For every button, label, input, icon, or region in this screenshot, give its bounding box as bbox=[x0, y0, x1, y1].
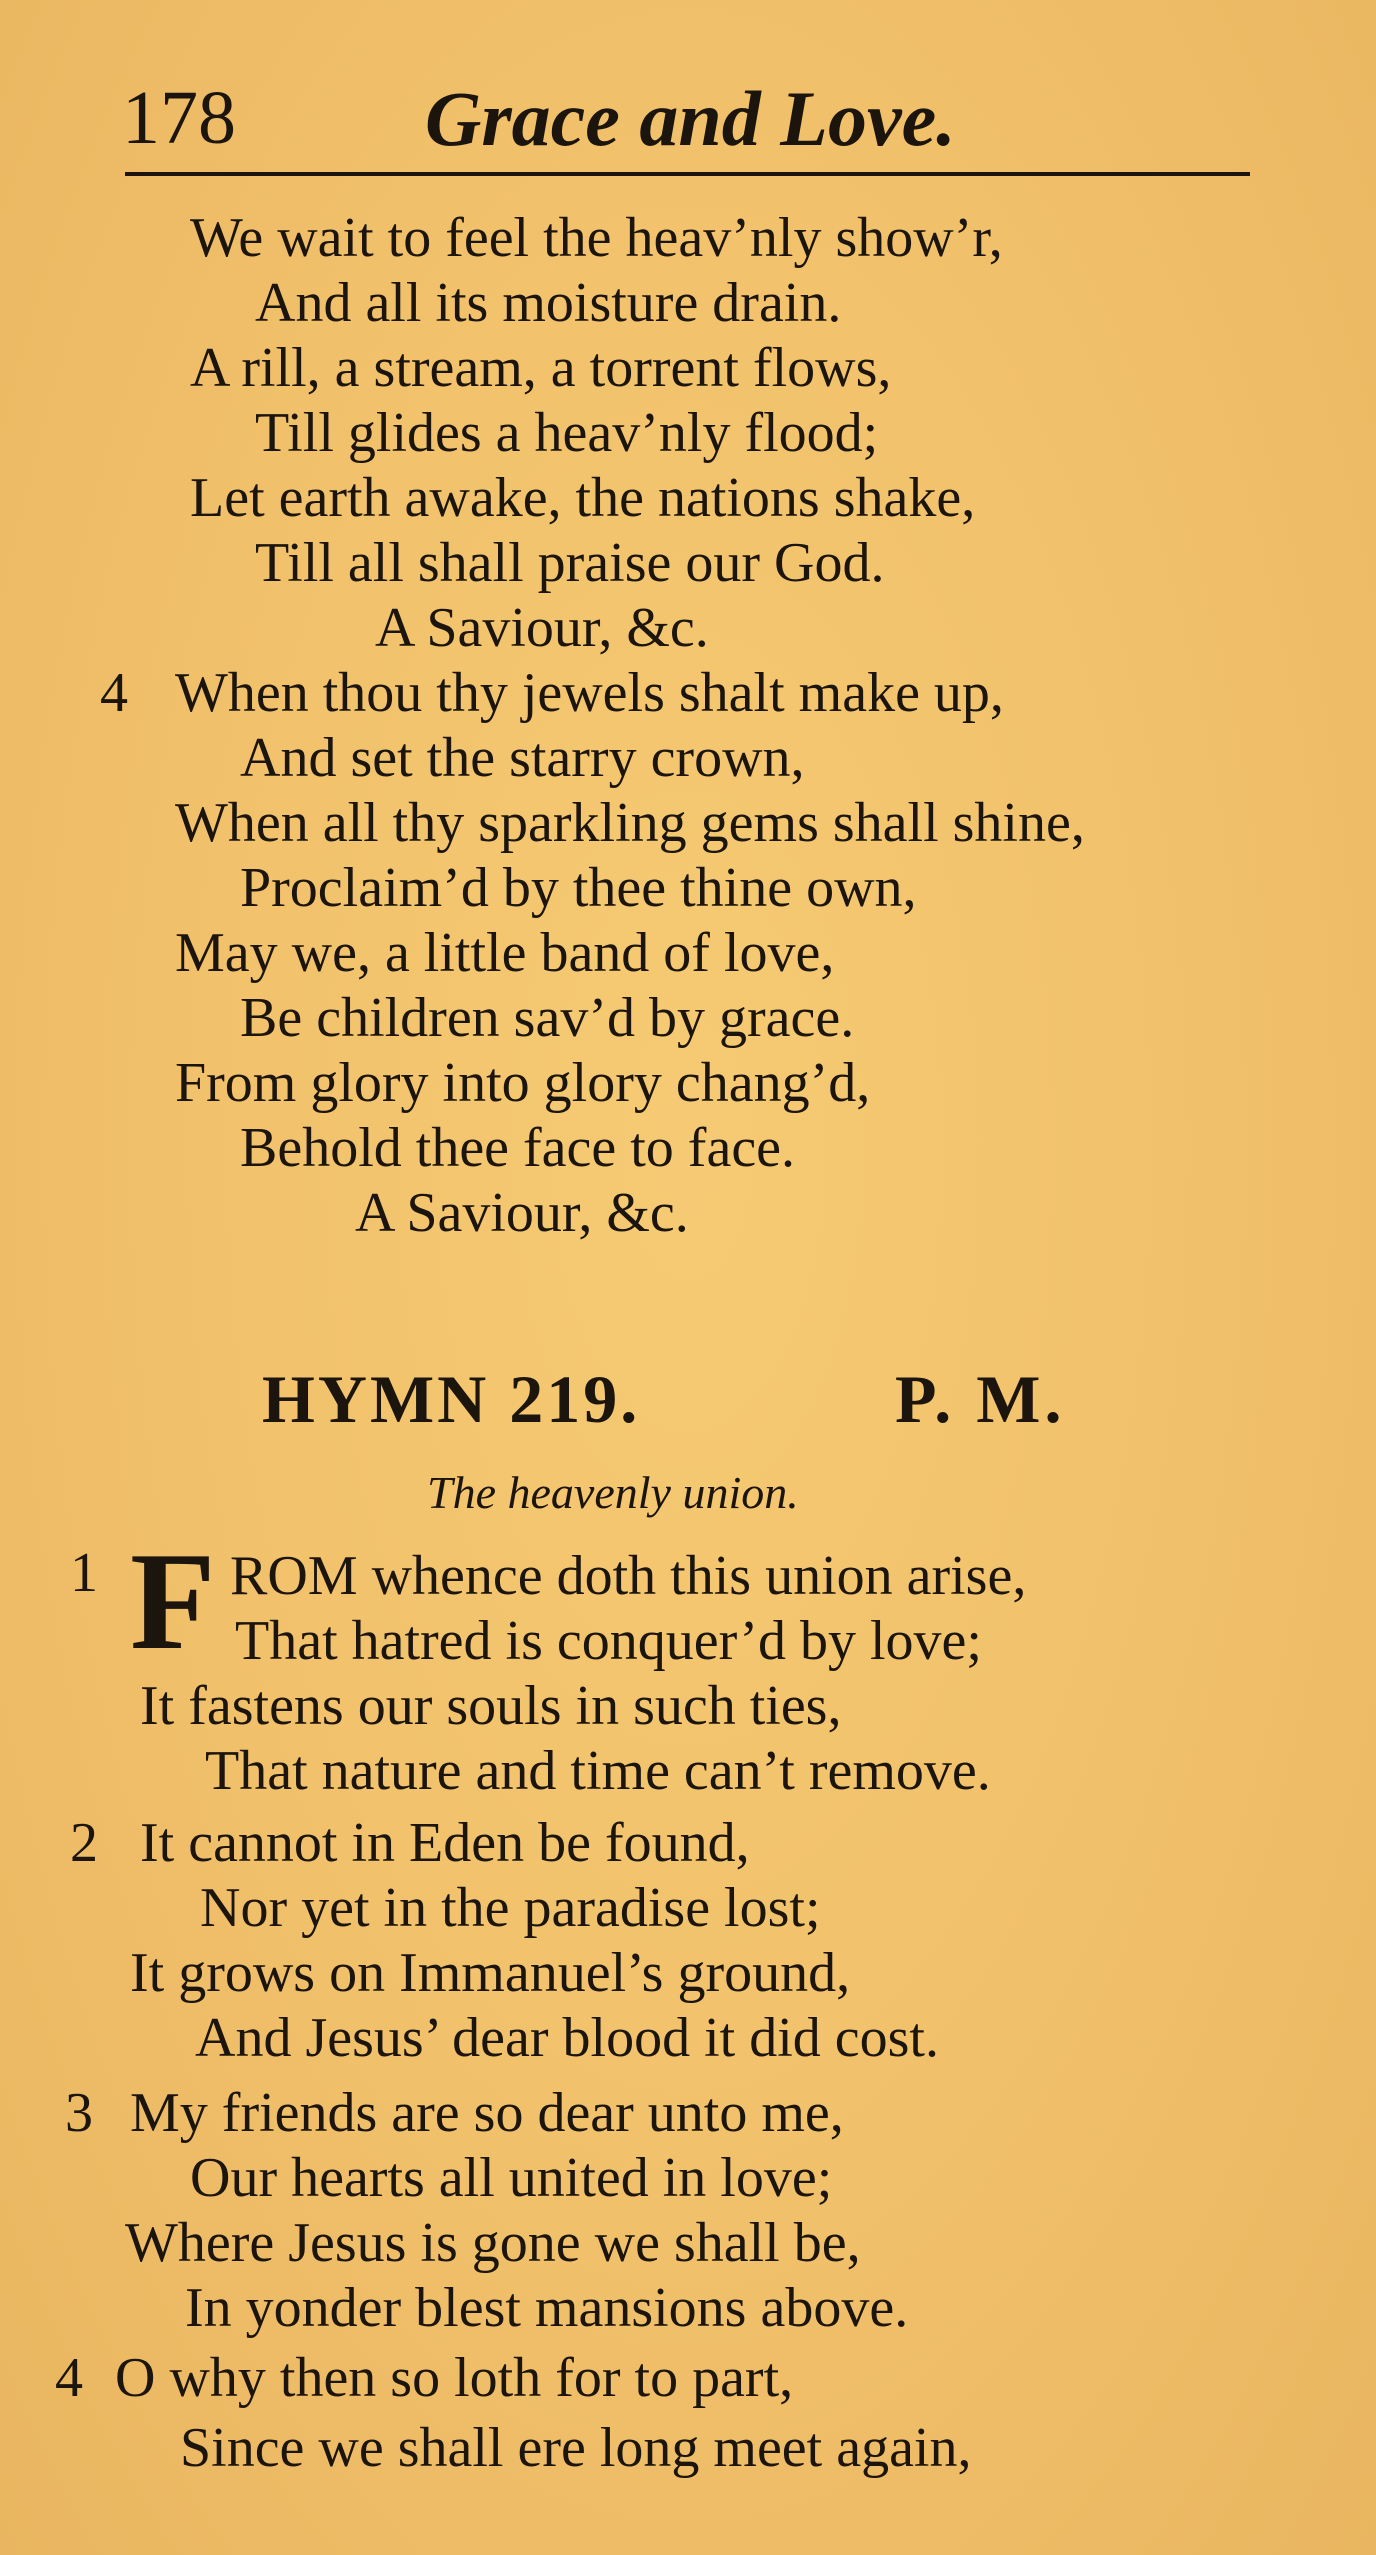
verse-line: And set the starry crown, bbox=[240, 727, 805, 789]
stanza-number: 4 bbox=[100, 662, 128, 724]
verse-line: Where Jesus is gone we shall be, bbox=[125, 2212, 861, 2274]
hymn-title: HYMN 219. bbox=[262, 1361, 641, 1437]
verse-line: ROM whence doth this union arise, bbox=[230, 1545, 1027, 1607]
verse-line: And all its moisture drain. bbox=[255, 272, 842, 334]
verse-line: May we, a little band of love, bbox=[175, 922, 835, 984]
verse-line: Our hearts all united in love; bbox=[190, 2147, 833, 2209]
verse-line: We wait to feel the heav’nly show’r, bbox=[190, 207, 1003, 269]
stanza-number: 2 bbox=[70, 1812, 98, 1874]
verse-line: My friends are so dear unto me, bbox=[130, 2082, 844, 2144]
verse-line: Till all shall praise our God. bbox=[255, 532, 885, 594]
verse-line: In yonder blest mansions above. bbox=[185, 2277, 909, 2339]
page-header bbox=[0, 60, 1376, 170]
verse-line: It cannot in Eden be found, bbox=[140, 1812, 750, 1874]
stanza-number: 1 bbox=[70, 1542, 98, 1604]
verse-line: Nor yet in the paradise lost; bbox=[200, 1877, 821, 1939]
verse-line: Behold thee face to face. bbox=[240, 1117, 796, 1179]
verse-line: Till glides a heav’nly flood; bbox=[255, 402, 879, 464]
header-rule bbox=[125, 172, 1250, 176]
chorus-reference: A Saviour, &c. bbox=[355, 1182, 689, 1244]
verse-line: Proclaim’d by thee thine own, bbox=[240, 857, 917, 919]
verse-line: And Jesus’ dear blood it did cost. bbox=[195, 2007, 939, 2069]
verse-line: It fastens our souls in such ties, bbox=[140, 1675, 842, 1737]
verse-line: When all thy sparkling gems shall shine, bbox=[175, 792, 1085, 854]
verse-line: That nature and time can’t remove. bbox=[205, 1740, 991, 1802]
verse-line: Since we shall ere long meet again, bbox=[180, 2417, 972, 2479]
stanza-number: 3 bbox=[65, 2082, 93, 2144]
verse-line: Be children sav’d by grace. bbox=[240, 987, 855, 1049]
page-number: 178 bbox=[122, 76, 236, 160]
hymn-meter: P. M. bbox=[895, 1361, 1066, 1437]
verse-line: From glory into glory chang’d, bbox=[175, 1052, 871, 1114]
stanza-number: 4 bbox=[55, 2347, 83, 2409]
drop-cap: F bbox=[130, 1524, 216, 1679]
verse-line: When thou thy jewels shalt make up, bbox=[175, 662, 1004, 724]
hymn-subtitle: The heavenly union. bbox=[427, 1467, 799, 1518]
verse-line: O why then so loth for to part, bbox=[115, 2347, 794, 2409]
verse-line: Let earth awake, the nations shake, bbox=[190, 467, 976, 529]
verse-line: That hatred is conquer’d by love; bbox=[235, 1610, 982, 1672]
chorus-reference: A Saviour, &c. bbox=[375, 597, 709, 659]
running-title: Grace and Love. bbox=[425, 75, 956, 162]
verse-line: It grows on Immanuel’s ground, bbox=[130, 1942, 851, 2004]
verse-line: A rill, a stream, a torrent flows, bbox=[190, 337, 892, 399]
